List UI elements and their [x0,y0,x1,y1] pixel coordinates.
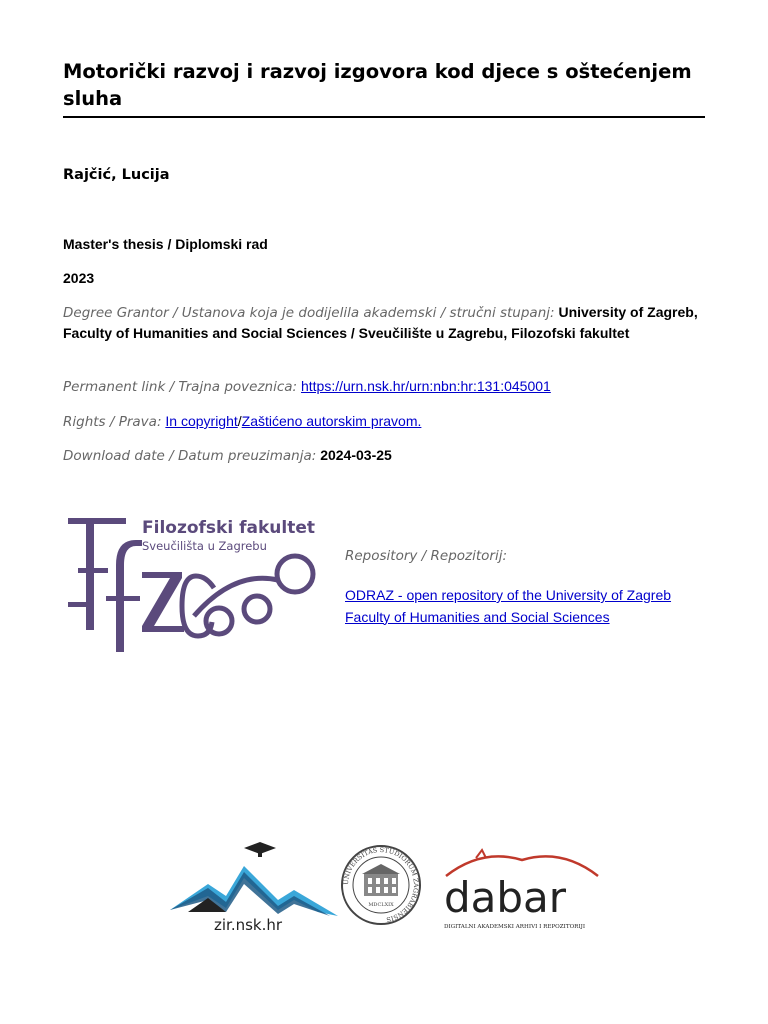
rights-link-in-copyright[interactable]: In copyright [165,413,238,429]
dabar-logo-sub: DIGITALNI AKADEMSKI ARHIVI I REPOZITORIJI [444,924,586,930]
dabar-logo [442,846,602,932]
document-type: Master's thesis / Diplomski rad [63,236,268,252]
faculty-logo-name: Filozofski fakultet [142,518,315,538]
permanent-link-label: Permanent link / Trajna poveznica: [63,379,298,395]
zir-logo [168,838,340,934]
download-date-value: 2024-03-25 [320,447,392,463]
degree-grantor [63,302,703,343]
university-seal [340,844,422,926]
title-divider [63,116,705,118]
author-name: Rajčić, Lucija [63,167,170,183]
seal-year: MDCLXIX [368,902,394,908]
rights-separator: / [237,413,242,429]
faculty-logo [64,510,320,658]
degree-grantor-label: Degree Grantor / Ustanova koja je dodijelila akademski / stručni stupanj: [63,305,555,321]
zir-logo-text: zir.nsk.hr [214,916,283,934]
rights-label: Rights / Prava: [63,414,162,430]
repository-label: Repository / Repozitorij: [345,548,508,564]
dabar-logo-text: dabar [444,873,567,922]
degree-grantor-value: University of Zagreb, Faculty of Humanities and Social Sciences / Sveučilište u Zagrebu, Filozofski fakultet [63,304,698,341]
rights [63,411,703,432]
permanent-link [63,376,703,397]
repository-link[interactable]: ODRAZ - open repository of the University of Zagreb Faculty of Humanities and Social Sciences [345,587,672,625]
permanent-link-url[interactable]: https://urn.nsk.hr/urn:nbn:hr:131:045001 [300,378,551,394]
download-date-label: Download date / Datum preuzimanja: [63,448,317,464]
download-date [63,445,703,466]
faculty-logo-sub: Sveučilišta u Zagrebu [142,539,267,553]
footer-logos [168,838,608,938]
document-title: Motorički razvoj i razvoj izgovora kod djece s oštećenjem sluha [63,60,692,110]
seal-ring-text: UNIVERSITAS STUDIORUM ZAGRABIENSIS [341,845,421,924]
document-year: 2023 [63,270,95,286]
rights-link-zasticeno[interactable]: Zaštićeno autorskim pravom. [241,413,422,429]
